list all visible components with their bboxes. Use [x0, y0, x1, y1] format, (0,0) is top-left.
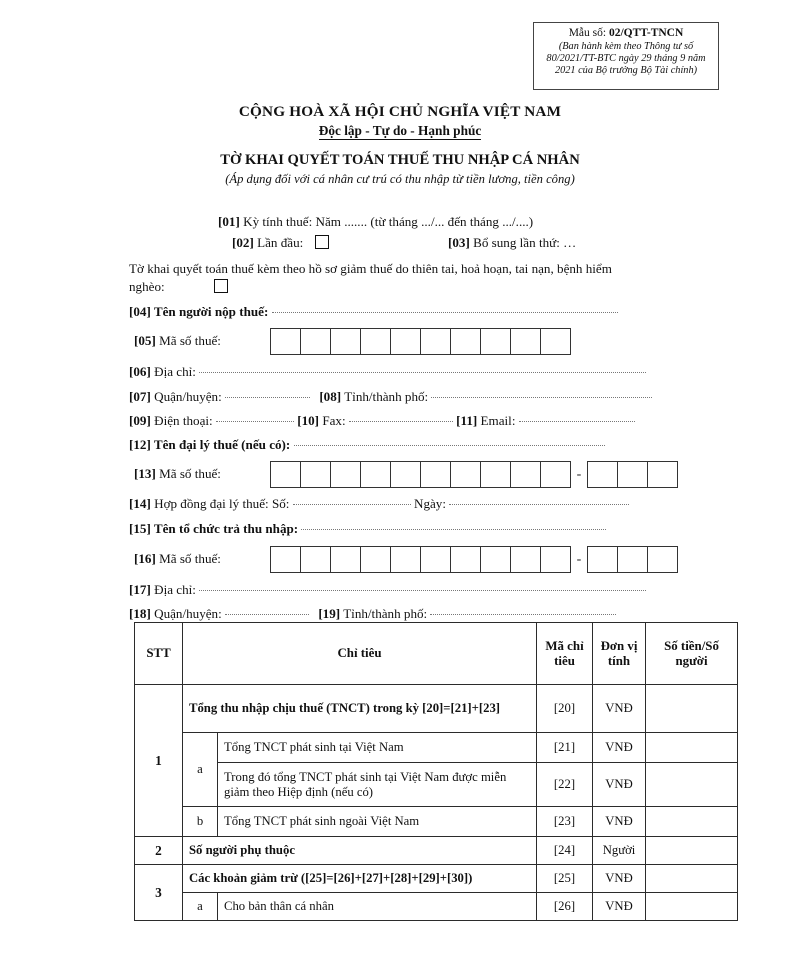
mst-separator: - — [576, 551, 582, 567]
field-18-district — [129, 605, 616, 622]
row-unit: VNĐ — [593, 865, 646, 893]
field-09-input[interactable] — [216, 412, 294, 422]
row-indicator-name: Các khoản giảm trừ ([25]=[26]+[27]+[28]+[29]+[30]) — [183, 865, 537, 893]
field-14-date-input[interactable] — [449, 495, 629, 505]
mst-group-main[interactable] — [270, 546, 571, 573]
mst-cell[interactable] — [617, 546, 648, 573]
row-sub-letter: b — [183, 807, 218, 837]
mst-cell[interactable] — [330, 461, 361, 488]
field-14-agent-contract — [129, 495, 629, 512]
row-code: [26] — [537, 893, 593, 921]
page-title: TỜ KHAI QUYẾT TOÁN THUẾ THU NHẬP CÁ NHÂN — [220, 152, 580, 168]
field-12-tax-agent-name — [129, 436, 605, 453]
field-10-code: [10] — [297, 413, 320, 428]
table-row — [135, 837, 738, 865]
field-16-tax-code-boxes[interactable] — [270, 546, 678, 573]
mst-cell[interactable] — [360, 546, 391, 573]
mst-cell[interactable] — [540, 546, 571, 573]
mst-cell[interactable] — [390, 546, 421, 573]
row-unit: VNĐ — [593, 763, 646, 807]
field-14-number-input[interactable] — [293, 495, 411, 505]
field-14-label: Hợp đồng đại lý thuế: Số: — [154, 496, 290, 511]
header-amount: Số tiền/Số người — [646, 623, 738, 685]
field-01-label: Kỳ tính thuế: Năm ....... (từ tháng .../... đến tháng .../....) — [243, 214, 534, 229]
field-18-input[interactable] — [225, 605, 309, 615]
field-15-income-payer-name — [129, 520, 606, 537]
field-07-district — [129, 388, 652, 405]
form-issue-line-2: 80/2021/TT-BTC ngày 29 tháng 9 năm — [546, 52, 706, 64]
field-14-date-label: Ngày: — [413, 496, 446, 511]
field-19-input[interactable] — [430, 605, 616, 615]
row-unit: VNĐ — [593, 733, 646, 763]
field-11-input[interactable] — [519, 412, 635, 422]
field-05-label: Mã số thuế: — [159, 333, 221, 348]
table-row — [135, 893, 738, 921]
row-value[interactable] — [646, 807, 738, 837]
disaster-relief-note-line1: Tờ khai quyết toán thuế kèm theo hồ sơ giảm thuế do thiên tai, hoả hoạn, tai nạn, bệnh hiểm — [129, 261, 612, 276]
first-time-checkbox[interactable] — [315, 235, 329, 249]
field-08-code: [08] — [319, 389, 342, 404]
mst-cell[interactable] — [450, 546, 481, 573]
field-17-address — [129, 581, 646, 598]
field-13-tax-code — [134, 466, 221, 482]
field-05-tax-code-boxes[interactable] — [270, 328, 571, 355]
field-16-code: [16] — [134, 551, 156, 566]
mst-cell[interactable] — [510, 546, 541, 573]
row-indicator-name: Tổng TNCT phát sinh ngoài Việt Nam — [218, 807, 537, 837]
field-08-label: Tỉnh/thành phố: — [344, 389, 429, 404]
mst-cell[interactable] — [420, 546, 451, 573]
form-issue-line-1: (Ban hành kèm theo Thông tư số — [558, 40, 694, 52]
field-15-label: Tên tổ chức trả thu nhập: — [153, 521, 299, 536]
field-02-code: [02] — [232, 235, 254, 250]
mst-cell[interactable] — [647, 461, 678, 488]
field-13-label: Mã số thuế: — [159, 466, 221, 481]
field-19-code: [19] — [318, 606, 341, 621]
form-issue-line-3: 2021 của Bộ trưởng Bộ Tài chính) — [554, 64, 698, 76]
national-motto — [0, 123, 800, 139]
mst-cell[interactable] — [450, 461, 481, 488]
field-05-code: [05] — [134, 333, 156, 348]
mst-cell[interactable] — [360, 461, 391, 488]
field-02-label: Lần đầu: — [257, 235, 304, 250]
mst-group-main[interactable] — [270, 328, 571, 355]
mst-group-main[interactable] — [270, 461, 571, 488]
header-indicator: Chỉ tiêu — [183, 623, 537, 685]
field-06-label: Địa chỉ: — [154, 364, 196, 379]
row-value[interactable] — [646, 837, 738, 865]
field-06-address — [129, 363, 646, 380]
field-08-input[interactable] — [431, 388, 652, 398]
field-04-input[interactable] — [272, 303, 618, 313]
field-16-tax-code — [134, 551, 221, 567]
field-04-taxpayer-name — [129, 303, 618, 320]
row-code: [20] — [537, 685, 593, 733]
field-06-code: [06] — [129, 364, 151, 379]
field-07-code: [07] — [129, 389, 151, 404]
mst-cell[interactable] — [270, 461, 301, 488]
field-11-label: Email: — [480, 413, 516, 428]
field-19-label: Tỉnh/thành phố: — [343, 606, 428, 621]
national-motto-text: Độc lập - Tự do - Hạnh phúc — [318, 123, 482, 138]
mst-cell[interactable] — [540, 328, 571, 355]
mst-cell[interactable] — [360, 328, 391, 355]
table-row — [135, 763, 738, 807]
mst-cell[interactable] — [330, 546, 361, 573]
field-13-tax-code-boxes[interactable] — [270, 461, 678, 488]
mst-cell[interactable] — [510, 328, 541, 355]
field-03-label: Bổ sung lần thứ: … — [473, 235, 577, 250]
row-value[interactable] — [646, 763, 738, 807]
row-indicator-name: Số người phụ thuộc — [183, 837, 537, 865]
field-04-code: [04] — [129, 304, 151, 319]
row-value[interactable] — [646, 865, 738, 893]
table-row — [135, 865, 738, 893]
field-14-code: [14] — [129, 496, 151, 511]
form-number-line — [538, 27, 714, 41]
mst-cell[interactable] — [420, 328, 451, 355]
row-value[interactable] — [646, 893, 738, 921]
row-unit: VNĐ — [593, 807, 646, 837]
mst-cell[interactable] — [587, 461, 618, 488]
table-row — [135, 807, 738, 837]
field-10-label: Fax: — [322, 413, 346, 428]
mst-cell[interactable] — [420, 461, 451, 488]
header-unit: Đơn vị tính — [593, 623, 646, 685]
table-body — [135, 685, 738, 921]
field-06-input[interactable] — [199, 363, 646, 373]
table-row — [135, 685, 738, 733]
field-17-label: Địa chỉ: — [154, 582, 196, 597]
mst-cell[interactable] — [300, 546, 331, 573]
field-05-tax-code — [134, 333, 221, 349]
field-03-amendment — [448, 235, 576, 251]
row-code: [24] — [537, 837, 593, 865]
field-15-code: [15] — [129, 521, 151, 536]
table-header-row — [135, 623, 738, 685]
mst-cell[interactable] — [540, 461, 571, 488]
mst-cell[interactable] — [390, 328, 421, 355]
row-unit: VNĐ — [593, 893, 646, 921]
mst-cell[interactable] — [330, 328, 361, 355]
row-unit: VNĐ — [593, 685, 646, 733]
row-code: [23] — [537, 807, 593, 837]
mst-cell[interactable] — [300, 328, 331, 355]
field-09-label: Điện thoại: — [154, 413, 213, 428]
row-code: [21] — [537, 733, 593, 763]
field-11-code: [11] — [456, 413, 478, 428]
row-value[interactable] — [646, 685, 738, 733]
page-subtitle: (Áp dụng đối với cá nhân cư trú có thu nhập từ tiền lương, tiền công) — [225, 172, 575, 186]
field-09-phone — [129, 412, 635, 429]
row-value[interactable] — [646, 733, 738, 763]
field-07-input[interactable] — [225, 388, 310, 398]
row-indicator-name: Tổng TNCT phát sinh tại Việt Nam — [218, 733, 537, 763]
row-indicator-name: Cho bản thân cá nhân — [218, 893, 537, 921]
mst-cell[interactable] — [270, 328, 301, 355]
row-indicator-name: Tổng thu nhập chịu thuế (TNCT) trong kỳ [20]=[21]+[23] — [183, 685, 537, 733]
national-title: CỘNG HOÀ XÃ HỘI CHỦ NGHĨA VIỆT NAM — [238, 103, 562, 120]
field-09-code: [09] — [129, 413, 151, 428]
mst-cell[interactable] — [270, 546, 301, 573]
mst-separator: - — [576, 466, 582, 482]
form-number-box — [533, 22, 719, 90]
form-number-label: Mẫu số: — [568, 27, 607, 39]
field-03-code: [03] — [448, 235, 470, 250]
field-02-first-time — [232, 235, 329, 251]
header-code: Mã chỉ tiêu — [537, 623, 593, 685]
field-17-code: [17] — [129, 582, 151, 597]
form-number-value: 02/QTT-TNCN — [608, 27, 684, 39]
field-01-tax-period — [218, 214, 533, 230]
field-12-input[interactable] — [294, 436, 605, 446]
field-18-label: Quận/huyện: — [154, 606, 222, 621]
field-04-label: Tên người nộp thuế: — [153, 304, 269, 319]
field-07-label: Quận/huyện: — [154, 389, 222, 404]
mst-cell[interactable] — [300, 461, 331, 488]
row-indicator-name: Trong đó tổng TNCT phát sinh tại Việt Nam được miễn giảm theo Hiệp định (nếu có) — [218, 763, 537, 807]
field-17-input[interactable] — [199, 581, 646, 591]
row-sub-letter: a — [183, 733, 218, 807]
row-stt: 1 — [135, 685, 183, 837]
table-row — [135, 733, 738, 763]
field-18-code: [18] — [129, 606, 151, 621]
field-16-label: Mã số thuế: — [159, 551, 221, 566]
mst-cell[interactable] — [587, 546, 618, 573]
mst-cell[interactable] — [617, 461, 648, 488]
row-code: [22] — [537, 763, 593, 807]
mst-cell[interactable] — [450, 328, 481, 355]
field-01-code: [01] — [218, 214, 240, 229]
field-12-label: Tên đại lý thuế (nếu có): — [153, 437, 291, 452]
row-stt: 2 — [135, 837, 183, 865]
field-13-code: [13] — [134, 466, 156, 481]
mst-cell[interactable] — [647, 546, 678, 573]
row-code: [25] — [537, 865, 593, 893]
field-12-code: [12] — [129, 437, 151, 452]
disaster-relief-label: nghèo: — [129, 279, 165, 294]
indicators-table — [134, 622, 738, 921]
field-10-input[interactable] — [349, 412, 453, 422]
mst-cell[interactable] — [480, 546, 511, 573]
row-stt: 3 — [135, 865, 183, 921]
disaster-relief-note-line2 — [129, 279, 228, 295]
mst-cell[interactable] — [480, 461, 511, 488]
mst-group-suffix[interactable] — [587, 461, 678, 488]
header-stt: STT — [135, 623, 183, 685]
mst-cell[interactable] — [390, 461, 421, 488]
row-sub-letter: a — [183, 893, 218, 921]
mst-group-suffix[interactable] — [587, 546, 678, 573]
field-15-input[interactable] — [301, 520, 606, 530]
row-unit: Người — [593, 837, 646, 865]
mst-cell[interactable] — [480, 328, 511, 355]
mst-cell[interactable] — [510, 461, 541, 488]
disaster-relief-checkbox[interactable] — [214, 279, 228, 293]
